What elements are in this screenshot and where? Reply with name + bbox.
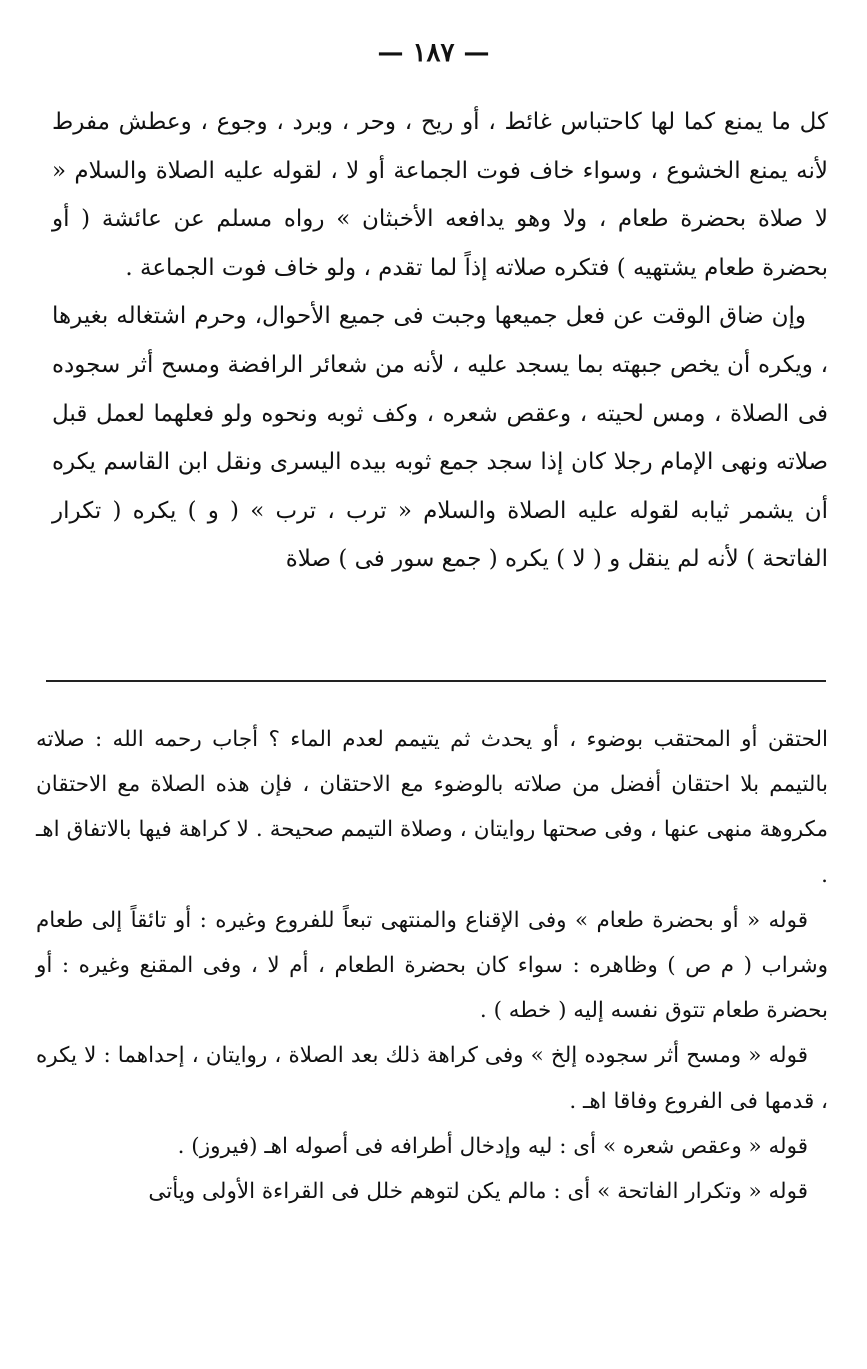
footnote: قوله « وعقص شعره » أى : ليه وإدخال أطرافه فى أصوله اهـ (فيروز) . (177, 1133, 808, 1159)
footnote: قوله « وتكرار الفاتحة » أى : مالم يكن لتوهم خلل فى القراءة الأولى ويأتى (148, 1179, 808, 1205)
footnote: قوله « أو بحضرة طعام » وفى الإقناع والمنتهى تبعاً للفروع وغيره : أو تائقاً إلى طعام وشراب ( م ص ) وظاهره : سواء كان بحضرة الطعام ، أم لا ، وفى المقنع وغيره : أو بحضرة طعام تتوق نفسه إليه ( خطه ) . (36, 907, 828, 1024)
footnotes (36, 717, 828, 1214)
footnote-separator (46, 680, 826, 682)
main-paragraph: وإن ضاق الوقت عن فعل جميعها وجبت فى جميع الأحوال، وحرم اشتغاله بغيرها ، ويكره أن يخص جبهته بما يسجد عليه ، لأنه من شعائر الرافضة ومسح أثر سجوده فى الصلاة ، ومس لحيته ، وعقص شعره ، وكف ثوبه ونحوه ولو فعلهما لعمل قبل صلاته ونهى الإمام رجلا كان إذا سجد جمع ثوبه بيده اليسرى ونقل ابن القاسم يكره أن يشمر ثيابه لقوله عليه الصلاة والسلام « ترب ، ترب » ( و ) يكره ( تكرار الفاتحة ) لأنه لم ينقل و ( لا ) يكره ( جمع سور فى ) صلاة (52, 303, 828, 573)
footnote: قوله « ومسح أثر سجوده إلخ » وفى كراهة ذلك بعد الصلاة ، روايتان ، إحداهما : لا يكره ، قدمها فى الفروع وفاقا اهـ . (36, 1043, 828, 1114)
page-number: — ١٨٧ — (377, 38, 490, 68)
main-paragraph: كل ما يمنع كما لها كاحتباس غائط ، أو ريح ، وحر ، وبرد ، وجوع ، وعطش مفرط لأنه يمنع الخشوع ، وسواء خاف فوت الجماعة أو لا ، لقوله عليه الصلاة والسلام « لا صلاة بحضرة طعام ، ولا وهو يدافعه الأخبثان » رواه مسلم عن عائشة ( أو بحضرة طعام يشتهيه ) فتكره صلاته إذاً لما تقدم ، ولو خاف فوت الجماعة . (52, 109, 828, 281)
main-text (52, 98, 828, 584)
footnote: الحتقن أو المحتقب بوضوء ، أو يحدث ثم يتيمم لعدم الماء ؟ أجاب رحمه الله : صلاته بالتيمم بلا احتقان أفضل من صلاته بالوضوء مع الاحتقان ، فإن هذه الصلاة مع الاحتقان مكروهة منهى عنها ، وفى صحتها روايتان ، وصلاة التيمم صحيحة . لا كراهة فيها بالاتفاق اهـ . (36, 727, 828, 888)
